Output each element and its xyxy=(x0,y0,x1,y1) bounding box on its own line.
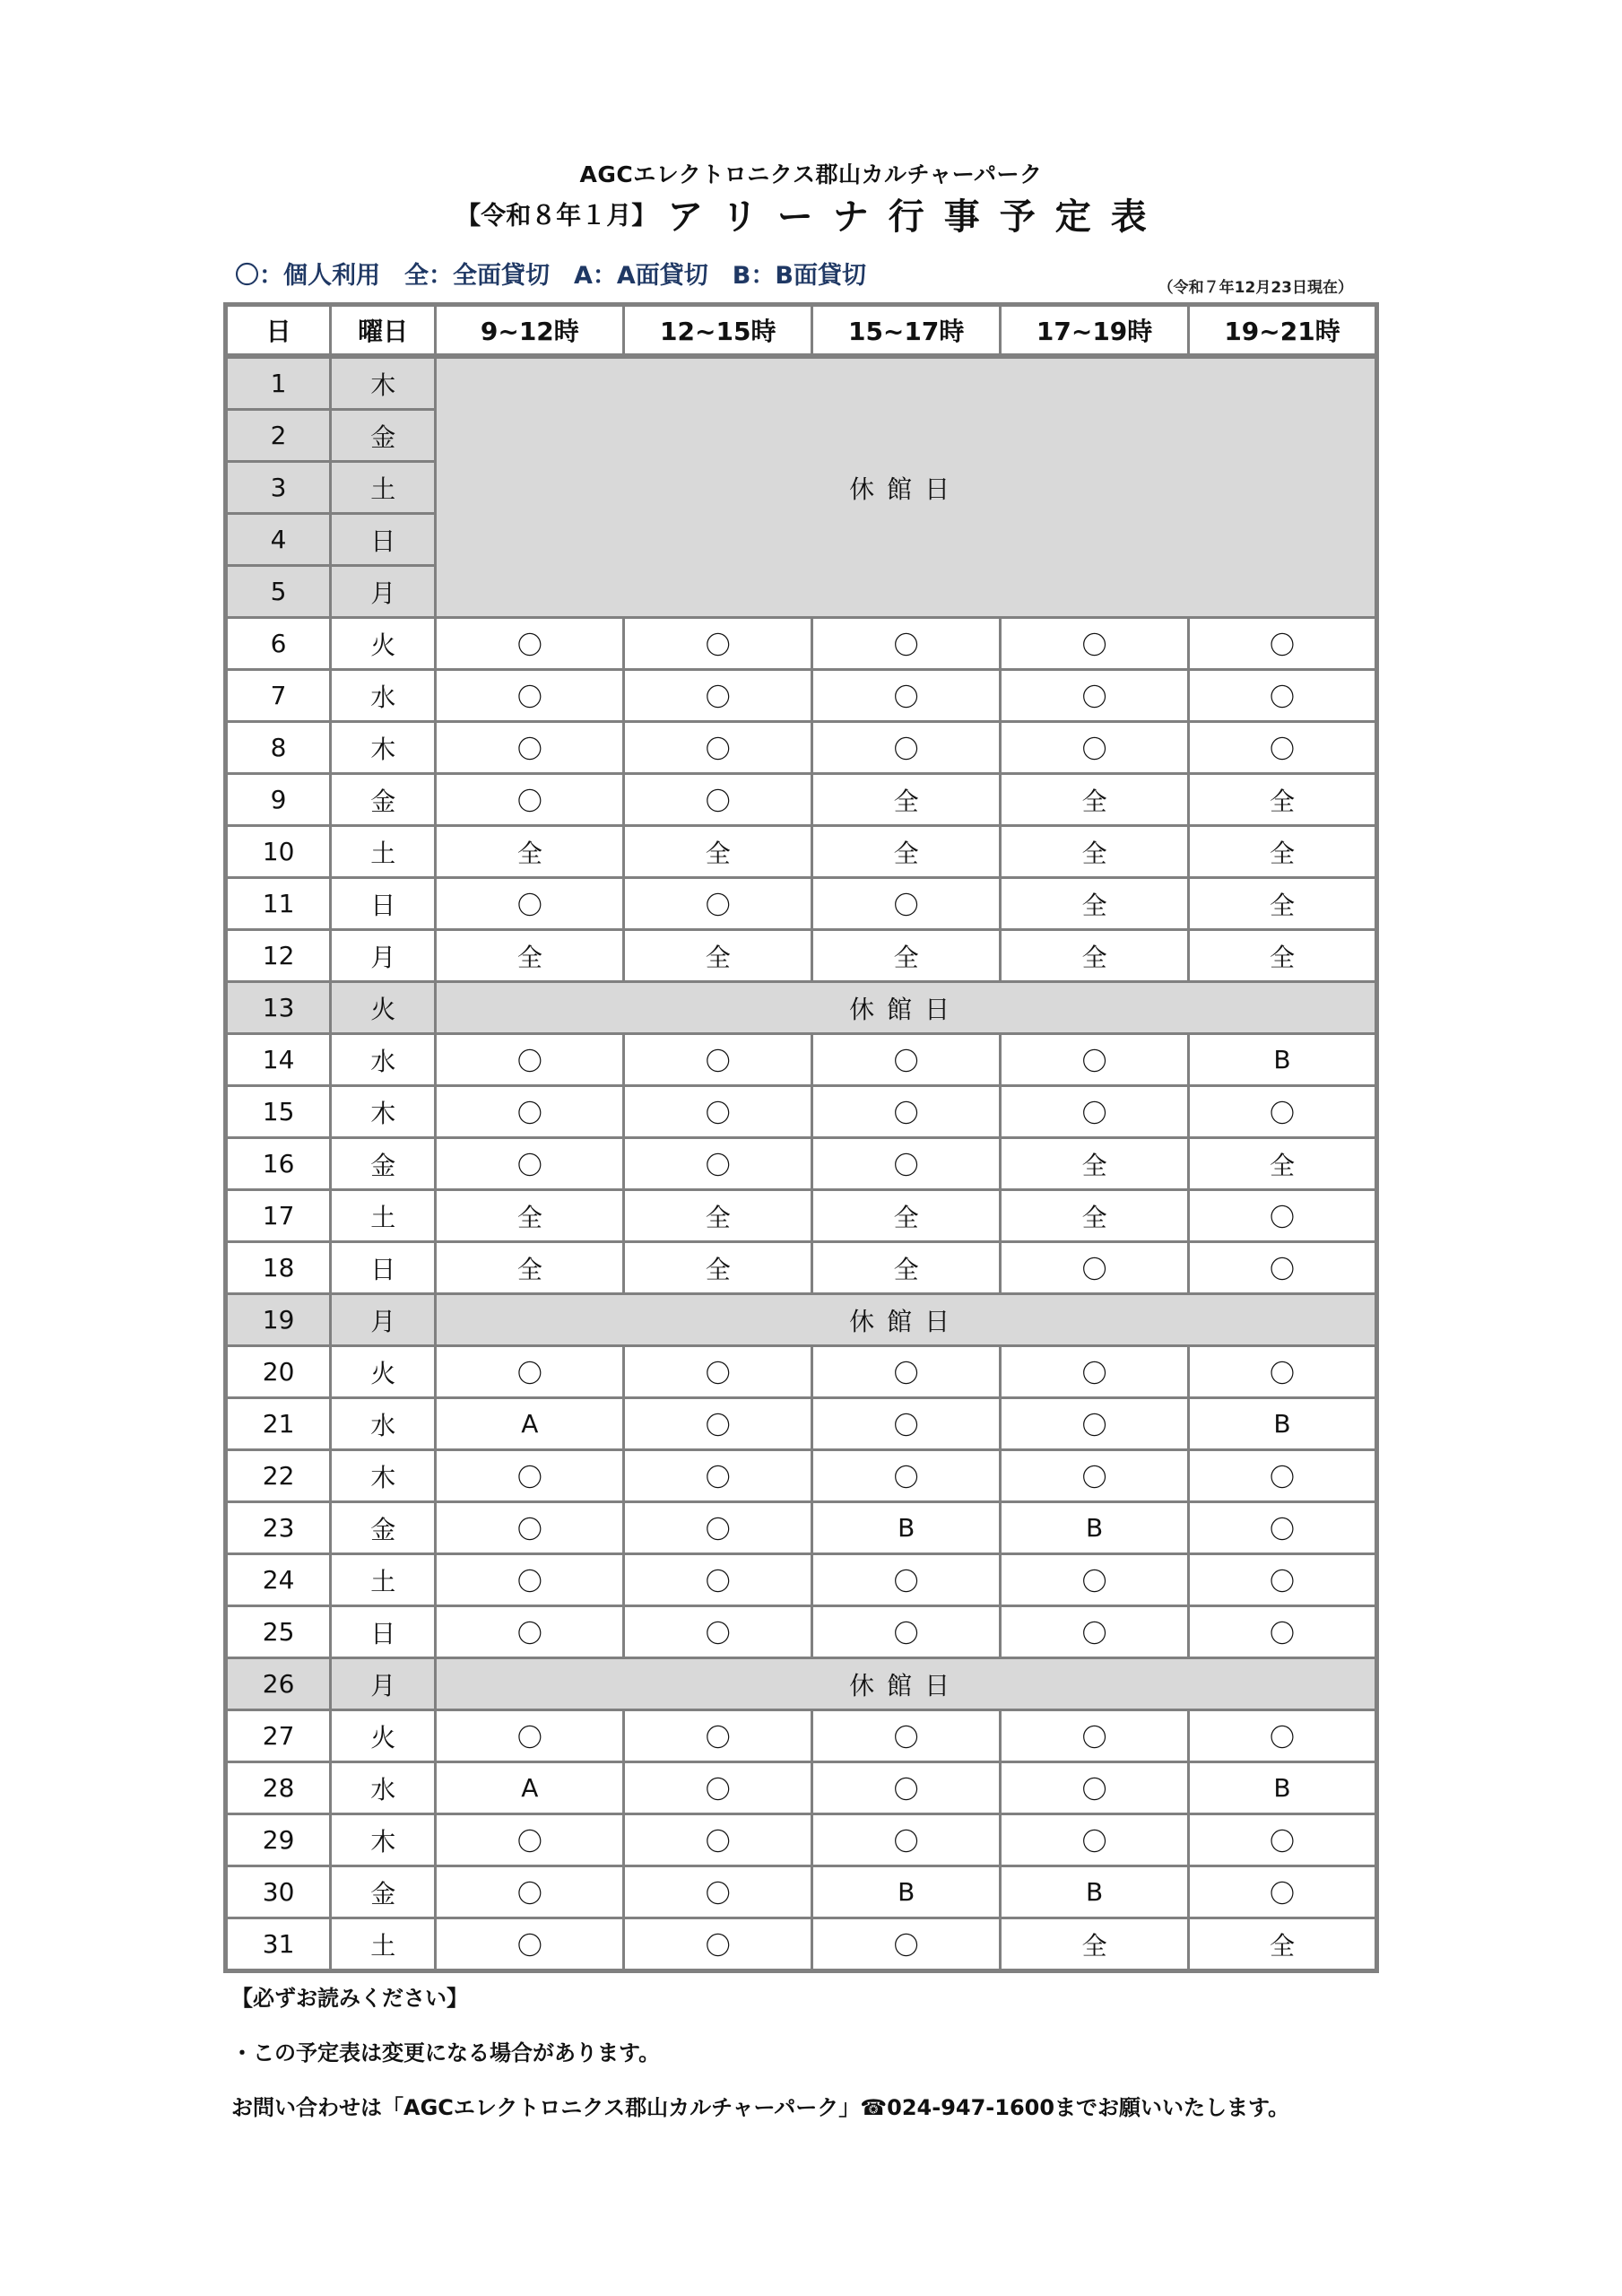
page-title xyxy=(0,188,1622,239)
table-row xyxy=(226,670,1377,722)
slot-cell: 〇 xyxy=(812,1710,1001,1762)
day-cell: 9 xyxy=(226,774,331,826)
table-row xyxy=(226,722,1377,774)
slot-cell: 〇 xyxy=(624,1606,812,1658)
weekday-cell: 日 xyxy=(331,1606,436,1658)
table-row xyxy=(226,1710,1377,1762)
slot-cell: 〇 xyxy=(1001,1606,1189,1658)
weekday-cell: 木 xyxy=(331,356,436,410)
slot-cell: 〇 xyxy=(1001,618,1189,670)
weekday-cell: 月 xyxy=(331,566,436,618)
slot-cell: 〇 xyxy=(436,722,624,774)
table-row xyxy=(226,1346,1377,1398)
weekday-cell: 土 xyxy=(331,1190,436,1242)
slot-cell: 〇 xyxy=(624,774,812,826)
day-cell: 26 xyxy=(226,1658,331,1710)
slot-cell: 〇 xyxy=(436,1138,624,1190)
slot-cell: 〇 xyxy=(436,1814,624,1866)
slot-cell: 〇 xyxy=(436,1918,624,1971)
slot-cell: 〇 xyxy=(812,1086,1001,1138)
weekday-cell: 月 xyxy=(331,930,436,982)
slot-cell: 〇 xyxy=(1189,1866,1377,1918)
slot-cell: 全 xyxy=(1189,878,1377,930)
table-row xyxy=(226,1918,1377,1971)
day-cell: 28 xyxy=(226,1762,331,1814)
slot-cell: 〇 xyxy=(1001,1762,1189,1814)
day-cell: 15 xyxy=(226,1086,331,1138)
table-row xyxy=(226,356,1377,410)
weekday-cell: 日 xyxy=(331,514,436,566)
day-cell: 17 xyxy=(226,1190,331,1242)
slot-cell: 〇 xyxy=(436,1866,624,1918)
slot-cell: 〇 xyxy=(436,670,624,722)
weekday-cell: 火 xyxy=(331,1346,436,1398)
slot-cell: 〇 xyxy=(624,1346,812,1398)
day-cell: 8 xyxy=(226,722,331,774)
slot-cell: 全 xyxy=(624,826,812,878)
slot-cell: 〇 xyxy=(436,1346,624,1398)
slot-cell: 〇 xyxy=(1001,670,1189,722)
day-cell: 11 xyxy=(226,878,331,930)
slot-cell: 全 xyxy=(812,1242,1001,1294)
table-row xyxy=(226,1606,1377,1658)
slot-cell: 〇 xyxy=(1189,1502,1377,1554)
table-row xyxy=(226,1086,1377,1138)
slot-cell: 〇 xyxy=(624,1034,812,1086)
slot-cell: 全 xyxy=(1189,826,1377,878)
weekday-cell: 水 xyxy=(331,1762,436,1814)
closed-label: 休館日 xyxy=(436,1658,1377,1710)
slot-cell: 〇 xyxy=(1001,1242,1189,1294)
day-cell: 1 xyxy=(226,356,331,410)
table-row xyxy=(226,982,1377,1034)
weekday-cell: 月 xyxy=(331,1294,436,1346)
slot-cell: 〇 xyxy=(624,1554,812,1606)
schedule-table xyxy=(223,302,1379,1973)
weekday-cell: 土 xyxy=(331,462,436,514)
weekday-cell: 日 xyxy=(331,1242,436,1294)
slot-cell: 〇 xyxy=(624,1502,812,1554)
slot-cell: 〇 xyxy=(812,1034,1001,1086)
weekday-cell: 金 xyxy=(331,410,436,462)
weekday-cell: 水 xyxy=(331,1034,436,1086)
weekday-cell: 木 xyxy=(331,1450,436,1502)
slot-cell: 〇 xyxy=(624,1866,812,1918)
slot-cell: 全 xyxy=(1189,1138,1377,1190)
slot-cell: 〇 xyxy=(436,1606,624,1658)
slot-cell: 〇 xyxy=(1189,670,1377,722)
slot-cell: 全 xyxy=(624,1190,812,1242)
slot-cell: 〇 xyxy=(436,1034,624,1086)
weekday-cell: 土 xyxy=(331,1554,436,1606)
slot-cell: 〇 xyxy=(436,1086,624,1138)
as-of-date: （令和７年12月23日現在） xyxy=(1158,279,1353,297)
weekday-cell: 火 xyxy=(331,1710,436,1762)
closed-label: 休館日 xyxy=(436,356,1377,618)
slot-cell: 〇 xyxy=(436,878,624,930)
slot-cell: 〇 xyxy=(1001,1710,1189,1762)
col-header-slot-2: 12~15時 xyxy=(624,305,812,357)
table-row xyxy=(226,618,1377,670)
slot-cell: 〇 xyxy=(624,1814,812,1866)
slot-cell: 〇 xyxy=(436,774,624,826)
slot-cell: 全 xyxy=(1001,1138,1189,1190)
weekday-cell: 木 xyxy=(331,1814,436,1866)
slot-cell: 全 xyxy=(812,930,1001,982)
closed-label: 休館日 xyxy=(436,982,1377,1034)
slot-cell: 〇 xyxy=(1001,1450,1189,1502)
slot-cell: 〇 xyxy=(624,1398,812,1450)
day-cell: 29 xyxy=(226,1814,331,1866)
weekday-cell: 木 xyxy=(331,1086,436,1138)
table-row xyxy=(226,1866,1377,1918)
slot-cell: 〇 xyxy=(436,1554,624,1606)
slot-cell: 全 xyxy=(1189,774,1377,826)
slot-cell: 〇 xyxy=(624,1762,812,1814)
slot-cell: B xyxy=(1189,1762,1377,1814)
weekday-cell: 木 xyxy=(331,722,436,774)
day-cell: 4 xyxy=(226,514,331,566)
day-cell: 27 xyxy=(226,1710,331,1762)
slot-cell: 〇 xyxy=(1189,1554,1377,1606)
notes-line-1: ・この予定表は変更になる場合があります。 xyxy=(231,2040,661,2066)
slot-cell: 〇 xyxy=(812,722,1001,774)
slot-cell: 〇 xyxy=(436,618,624,670)
day-cell: 25 xyxy=(226,1606,331,1658)
slot-cell: 〇 xyxy=(812,670,1001,722)
weekday-cell: 金 xyxy=(331,1138,436,1190)
slot-cell: 全 xyxy=(1001,774,1189,826)
slot-cell: 〇 xyxy=(812,1450,1001,1502)
weekday-cell: 水 xyxy=(331,670,436,722)
slot-cell: 全 xyxy=(436,930,624,982)
day-cell: 22 xyxy=(226,1450,331,1502)
header-row xyxy=(226,305,1377,357)
closed-label: 休館日 xyxy=(436,1294,1377,1346)
slot-cell: B xyxy=(812,1502,1001,1554)
weekday-cell: 金 xyxy=(331,774,436,826)
slot-cell: 〇 xyxy=(1001,1398,1189,1450)
slot-cell: 〇 xyxy=(1189,1190,1377,1242)
day-cell: 31 xyxy=(226,1918,331,1971)
slot-cell: 〇 xyxy=(812,1554,1001,1606)
slot-cell: 〇 xyxy=(812,1398,1001,1450)
col-header-slot-4: 17~19時 xyxy=(1001,305,1189,357)
weekday-cell: 月 xyxy=(331,1658,436,1710)
slot-cell: 〇 xyxy=(624,1918,812,1971)
slot-cell: 〇 xyxy=(624,1450,812,1502)
slot-cell: 〇 xyxy=(624,670,812,722)
slot-cell: 〇 xyxy=(436,1502,624,1554)
weekday-cell: 日 xyxy=(331,878,436,930)
weekday-cell: 水 xyxy=(331,1398,436,1450)
slot-cell: 〇 xyxy=(812,1814,1001,1866)
slot-cell: 全 xyxy=(1001,878,1189,930)
day-cell: 23 xyxy=(226,1502,331,1554)
notes xyxy=(231,1980,1289,2144)
slot-cell: 〇 xyxy=(1001,1554,1189,1606)
slot-cell: 〇 xyxy=(624,1086,812,1138)
slot-cell: 〇 xyxy=(624,1710,812,1762)
day-cell: 10 xyxy=(226,826,331,878)
day-cell: 12 xyxy=(226,930,331,982)
weekday-cell: 火 xyxy=(331,618,436,670)
weekday-cell: 土 xyxy=(331,826,436,878)
day-cell: 6 xyxy=(226,618,331,670)
slot-cell: 全 xyxy=(812,774,1001,826)
slot-cell: 〇 xyxy=(1189,618,1377,670)
slot-cell: 全 xyxy=(1001,826,1189,878)
table-row xyxy=(226,1242,1377,1294)
slot-cell: 全 xyxy=(812,826,1001,878)
slot-cell: 〇 xyxy=(1189,1710,1377,1762)
table-row xyxy=(226,826,1377,878)
title-period: 【令和８年１月】 xyxy=(455,200,657,230)
day-cell: 18 xyxy=(226,1242,331,1294)
slot-cell: 全 xyxy=(624,1242,812,1294)
slot-cell: 全 xyxy=(624,930,812,982)
slot-cell: 全 xyxy=(436,826,624,878)
slot-cell: 全 xyxy=(812,1190,1001,1242)
table-row xyxy=(226,1294,1377,1346)
slot-cell: B xyxy=(1001,1502,1189,1554)
slot-cell: 〇 xyxy=(436,1450,624,1502)
table-row xyxy=(226,1190,1377,1242)
day-cell: 7 xyxy=(226,670,331,722)
table-row xyxy=(226,1034,1377,1086)
slot-cell: 〇 xyxy=(1001,1086,1189,1138)
day-cell: 2 xyxy=(226,410,331,462)
table-row xyxy=(226,774,1377,826)
facility-name: AGCエレクトロニクス郡山カルチャーパーク xyxy=(579,161,1043,187)
day-cell: 30 xyxy=(226,1866,331,1918)
slot-cell: 全 xyxy=(1001,1918,1189,1971)
day-cell: 13 xyxy=(226,982,331,1034)
slot-cell: 〇 xyxy=(624,618,812,670)
slot-cell: 〇 xyxy=(812,1346,1001,1398)
slot-cell: 〇 xyxy=(1189,1606,1377,1658)
slot-cell: A xyxy=(436,1398,624,1450)
title-main: アリーナ行事予定表 xyxy=(667,196,1167,238)
day-cell: 20 xyxy=(226,1346,331,1398)
notes-line-2: お問い合わせは「AGCエレクトロニクス郡山カルチャーパーク」☎024-947-1600までお願いいたします。 xyxy=(231,2095,1290,2120)
slot-cell: 〇 xyxy=(1001,722,1189,774)
table-row xyxy=(226,878,1377,930)
slot-cell: 〇 xyxy=(812,1918,1001,1971)
slot-cell: 〇 xyxy=(1189,1086,1377,1138)
slot-cell: 〇 xyxy=(624,878,812,930)
slot-cell: 〇 xyxy=(1001,1814,1189,1866)
table-row xyxy=(226,1502,1377,1554)
weekday-cell: 金 xyxy=(331,1866,436,1918)
slot-cell: 〇 xyxy=(812,618,1001,670)
table-row xyxy=(226,1554,1377,1606)
table-row xyxy=(226,930,1377,982)
day-cell: 16 xyxy=(226,1138,331,1190)
col-header-weekday: 曜日 xyxy=(331,305,436,357)
slot-cell: A xyxy=(436,1762,624,1814)
slot-cell: 全 xyxy=(1189,930,1377,982)
slot-cell: 〇 xyxy=(1189,1814,1377,1866)
day-cell: 5 xyxy=(226,566,331,618)
slot-cell: 〇 xyxy=(812,1606,1001,1658)
weekday-cell: 金 xyxy=(331,1502,436,1554)
slot-cell: 〇 xyxy=(1001,1034,1189,1086)
slot-cell: 〇 xyxy=(812,1762,1001,1814)
slot-cell: 〇 xyxy=(1189,1450,1377,1502)
slot-cell: 全 xyxy=(436,1242,624,1294)
slot-cell: B xyxy=(812,1866,1001,1918)
day-cell: 14 xyxy=(226,1034,331,1086)
slot-cell: B xyxy=(1189,1034,1377,1086)
table-row xyxy=(226,1398,1377,1450)
slot-cell: B xyxy=(1189,1398,1377,1450)
table-row xyxy=(226,1658,1377,1710)
slot-cell: B xyxy=(1001,1866,1189,1918)
col-header-slot-1: 9~12時 xyxy=(436,305,624,357)
table-row xyxy=(226,1762,1377,1814)
day-cell: 21 xyxy=(226,1398,331,1450)
weekday-cell: 火 xyxy=(331,982,436,1034)
col-header-day: 日 xyxy=(226,305,331,357)
table-row xyxy=(226,1138,1377,1190)
slot-cell: 全 xyxy=(1189,1918,1377,1971)
notes-heading: 【必ずお読みください】 xyxy=(231,1986,468,2011)
slot-cell: 〇 xyxy=(624,722,812,774)
slot-cell: 〇 xyxy=(1001,1346,1189,1398)
slot-cell: 〇 xyxy=(812,1138,1001,1190)
legend: 〇：個人利用 全：全面貸切 A：A面貸切 B：B面貸切 xyxy=(235,262,866,290)
day-cell: 3 xyxy=(226,462,331,514)
table-row xyxy=(226,1450,1377,1502)
slot-cell: 〇 xyxy=(812,878,1001,930)
slot-cell: 全 xyxy=(1001,1190,1189,1242)
col-header-slot-5: 19~21時 xyxy=(1189,305,1377,357)
slot-cell: 〇 xyxy=(1189,1242,1377,1294)
slot-cell: 〇 xyxy=(1189,722,1377,774)
schedule-body xyxy=(226,356,1377,1971)
slot-cell: 〇 xyxy=(1189,1346,1377,1398)
weekday-cell: 土 xyxy=(331,1918,436,1971)
day-cell: 24 xyxy=(226,1554,331,1606)
slot-cell: 全 xyxy=(436,1190,624,1242)
slot-cell: 全 xyxy=(1001,930,1189,982)
slot-cell: 〇 xyxy=(436,1710,624,1762)
day-cell: 19 xyxy=(226,1294,331,1346)
table-row xyxy=(226,1814,1377,1866)
slot-cell: 〇 xyxy=(624,1138,812,1190)
col-header-slot-3: 15~17時 xyxy=(812,305,1001,357)
